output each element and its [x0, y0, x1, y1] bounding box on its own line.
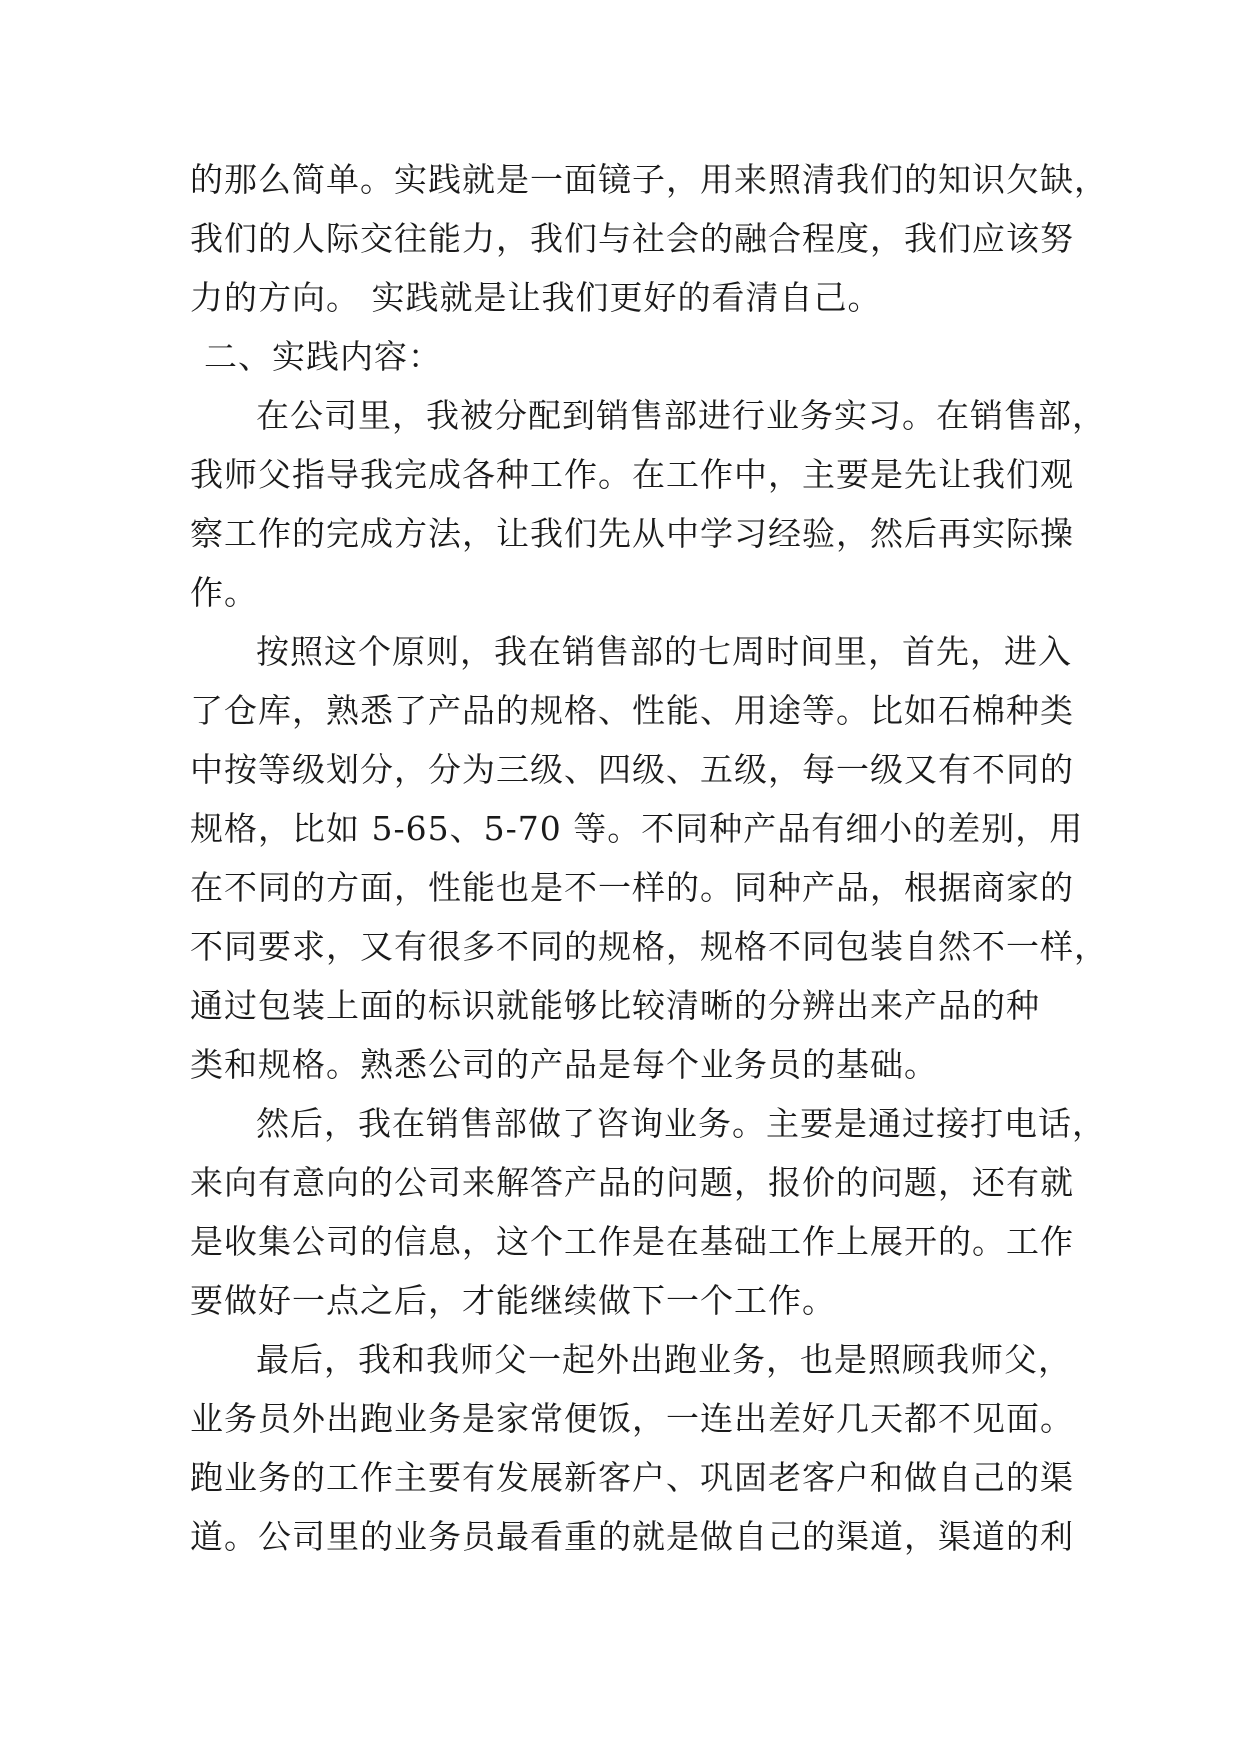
- text-line: 察工作的完成方法，让我们先从中学习经验，然后再实际操: [190, 514, 1074, 553]
- text-line: 我师父指导我完成各种工作。在工作中，主要是先让我们观: [190, 455, 1074, 494]
- text-line: 类和规格。熟悉公司的产品是每个业务员的基础。: [190, 1045, 938, 1084]
- paragraph-first-line: 然后，我在销售部做了咨询业务。主要是通过接打电话，: [256, 1104, 1106, 1143]
- section-heading: 二、实践内容：: [204, 337, 442, 376]
- text-line: 力的方向。 实践就是让我们更好的看清自己。: [190, 278, 882, 317]
- text-line: 道。公司里的业务员最看重的就是做自己的渠道，渠道的利: [190, 1517, 1074, 1556]
- document-body: [190, 150, 1108, 1566]
- text-line: 来向有意向的公司来解答产品的问题，报价的问题，还有就: [190, 1163, 1074, 1202]
- text-line: 业务员外出跑业务是家常便饭，一连出差好几天都不见面。: [190, 1399, 1074, 1438]
- text-line: 通过包装上面的标识就能够比较清晰的分辨出来产品的种: [190, 986, 1040, 1025]
- text-line: 要做好一点之后，才能继续做下一个工作。: [190, 1281, 836, 1320]
- paragraph-first-line: 按照这个原则，我在销售部的七周时间里，首先，进入: [256, 632, 1072, 671]
- text-line: 规格，比如 5-65、5-70 等。不同种产品有细小的差别，用: [190, 809, 1084, 848]
- text-line: 跑业务的工作主要有发展新客户、巩固老客户和做自己的渠: [190, 1458, 1074, 1497]
- text-line: 作。: [190, 573, 258, 612]
- text-line: 不同要求，又有很多不同的规格，规格不同包装自然不一样，: [190, 927, 1108, 966]
- text-line: 了仓库，熟悉了产品的规格、性能、用途等。比如石棉种类: [190, 691, 1074, 730]
- text-line: 中按等级划分，分为三级、四级、五级，每一级又有不同的: [190, 750, 1074, 789]
- text-line: 的那么简单。实践就是一面镜子，用来照清我们的知识欠缺，: [190, 160, 1108, 199]
- text-line: 是收集公司的信息，这个工作是在基础工作上展开的。工作: [190, 1222, 1074, 1261]
- text-line: 在不同的方面，性能也是不一样的。同种产品，根据商家的: [190, 868, 1074, 907]
- paragraph-first-line: 最后，我和我师父一起外出跑业务，也是照顾我师父，: [256, 1340, 1072, 1379]
- text-line: 我们的人际交往能力，我们与社会的融合程度，我们应该努: [190, 219, 1074, 258]
- paragraph-first-line: 在公司里，我被分配到销售部进行业务实习。在销售部，: [256, 396, 1106, 435]
